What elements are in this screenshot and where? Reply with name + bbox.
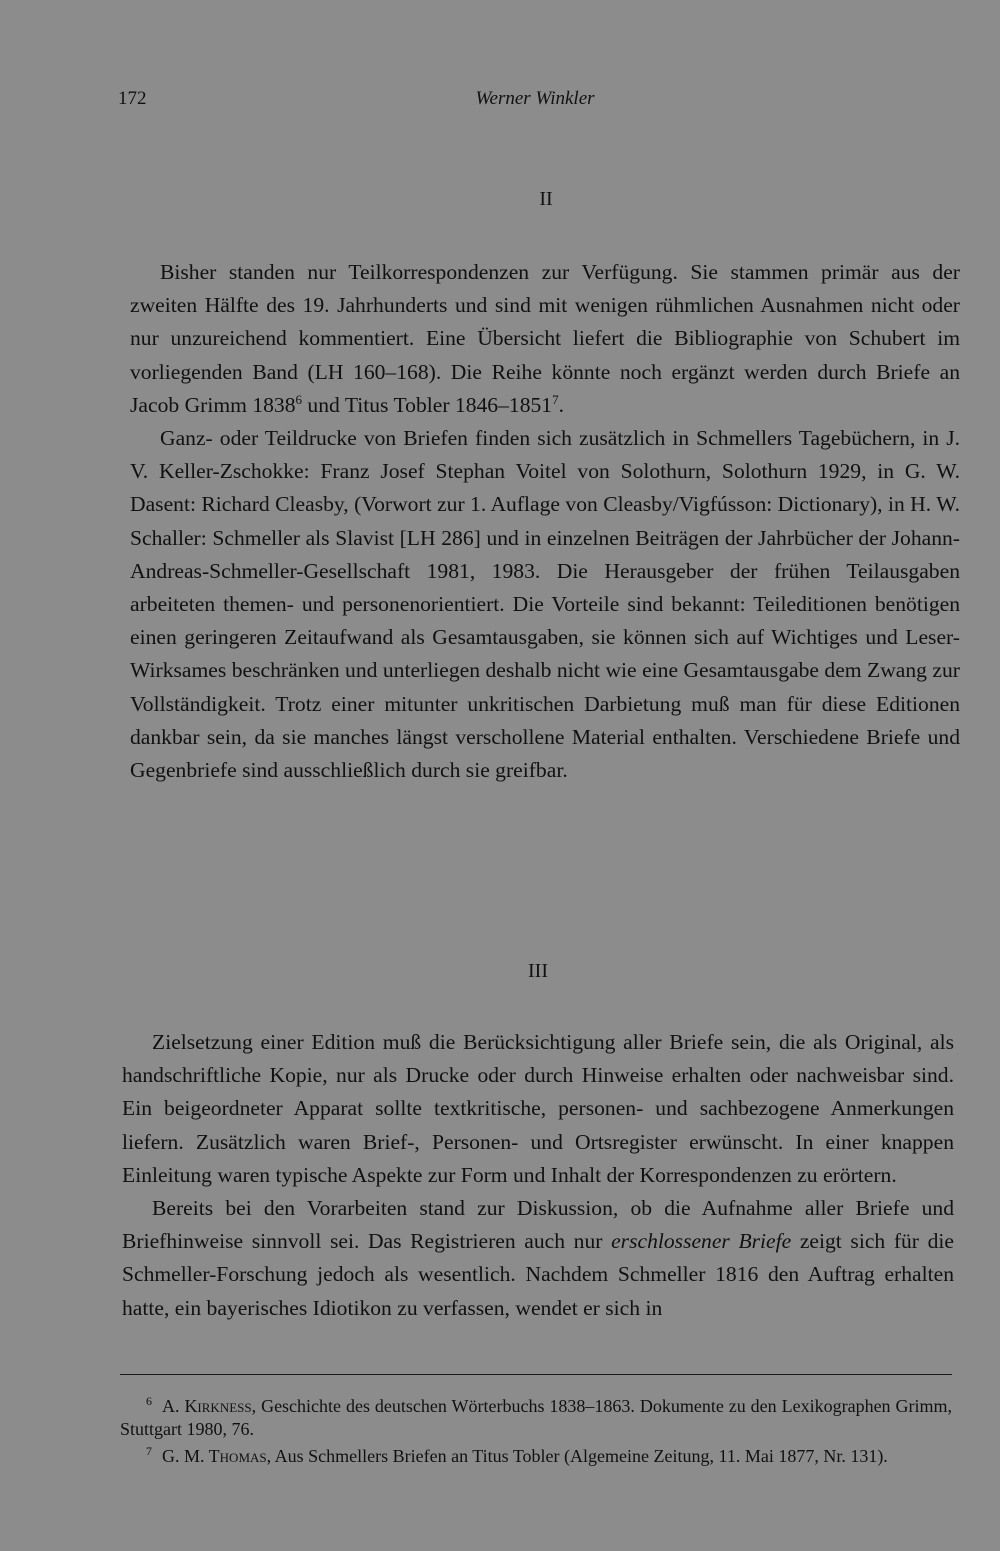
footnote xyxy=(120,1390,952,1440)
emphasis: erschlossener Briefe xyxy=(611,1229,792,1254)
paragraph xyxy=(130,256,960,422)
paragraph-text: zeigt sich für die Schmeller-Forschung jedoch als wesentlich. Nachdem Schmeller 1816 den Auftrag erhalten hatte, ein bayerisches Idiotikon zu verfassen, wendet er sich in xyxy=(122,1229,954,1320)
section-heading-3: III xyxy=(528,960,548,982)
paragraph: Zielsetzung einer Edition muß die Berücksichtigung aller Briefe sein, die als Original, als handschriftliche Kopie, nur als Drucke oder durch Hinweise erhalten oder nachweisbar sind. Ein beigeordneter Apparat sollte textkritische, personen- und sachbezogene Anmerkungen liefern. Zusätzlich waren Brief-, Personen- und Ortsregister erwünscht. In einer knappen Einleitung waren typische Aspekte zur Form und Inhalt der Korrespondenzen zu erörtern. xyxy=(122,1030,954,1187)
footnote-text: , Aus Schmellers Briefen an Titus Tobler (Algemeine Zeitung, 11. Mai 1877, Nr. 131). xyxy=(266,1446,888,1466)
footnote-rule xyxy=(120,1374,952,1375)
running-head: Werner Winkler xyxy=(475,88,595,109)
footnote-number: 6 xyxy=(146,1394,152,1408)
footnote xyxy=(120,1440,952,1468)
footnote-text: , Geschichte des deutschen Wörterbuchs 1838–1863. Dokumente zu den Lexikographen Grimm, Stuttgart 1980, 76. xyxy=(120,1396,952,1439)
paragraph-text: Bisher standen nur Teilkorrespondenzen zur Verfügung. Sie stammen primär aus der zweiten Hälfte des 19. Jahrhunderts und sind mit wenigen rühmlichen Ausnahmen nicht oder nur unzureichend kommentiert. Eine Übersicht liefert die Bibliographie von Schubert im vorliegenden Band (LH 160–168). Die Reihe könnte noch ergänzt werden durch Briefe an Jacob Grimm 1838 xyxy=(130,260,960,417)
paragraph-text: . xyxy=(558,392,564,417)
paragraph-text: Bereits bei den Vorarbeiten stand zur Diskussion, ob die Aufnahme aller Briefe und Briefhinweise sinnvoll sei. Das Registrieren auch nur xyxy=(122,1196,954,1254)
section-heading-2: II xyxy=(539,188,553,210)
footnote-ref: 6 xyxy=(295,391,303,407)
page-number: 172 xyxy=(118,88,147,109)
footnote-author: A. Kirkness xyxy=(162,1396,252,1416)
section-3-body xyxy=(122,1026,954,1325)
page-header xyxy=(118,88,952,122)
paragraph xyxy=(122,1192,954,1325)
footnote-author: G. M. Thomas xyxy=(162,1446,267,1466)
section-2-body xyxy=(130,256,960,787)
paragraph: Ganz- oder Teildrucke von Briefen finden sich zusätzlich in Schmellers Tagebüchern, in J. V. Keller-Zschokke: Franz Josef Stephan Voitel von Solothurn, Solothurn 1929, in G. W. Dasent: Richard Cleasby, (Vorwort zur 1. Auflage von Cleasby/Vigfússon: Dictionary), in H. W. Schaller: Schmeller als Slavist [LH 286] und in einzelnen Beiträgen der Jahrbücher der Johann-Andreas-Schmeller-Gesellschaft 1981, 1983. Die Herausgeber der frühen Teilausgaben arbeiteten themen- und personenorientiert. Die Vorteile sind bekannt: Teileditionen benötigen einen geringeren Zeitaufwand als Gesamtausgaben, sie können sich auf Wichtiges und Leser-Wirksames beschränken und unterliegen deshalb nicht wie eine Gesamtausgabe dem Zwang zur Vollständigkeit. Trotz einer mitunter unkritischen Darbietung muß man für diese Editionen dankbar sein, da sie manches längst verschollene Material enthalten. Verschiedene Briefe und Gegenbriefe sind ausschließlich durch sie greifbar. xyxy=(130,426,960,783)
paragraph-text: und Titus Tobler 1846–1851 xyxy=(302,392,553,417)
footnote-ref: 7 xyxy=(552,391,559,407)
footnotes xyxy=(120,1390,952,1468)
footnote-number: 7 xyxy=(146,1444,152,1458)
